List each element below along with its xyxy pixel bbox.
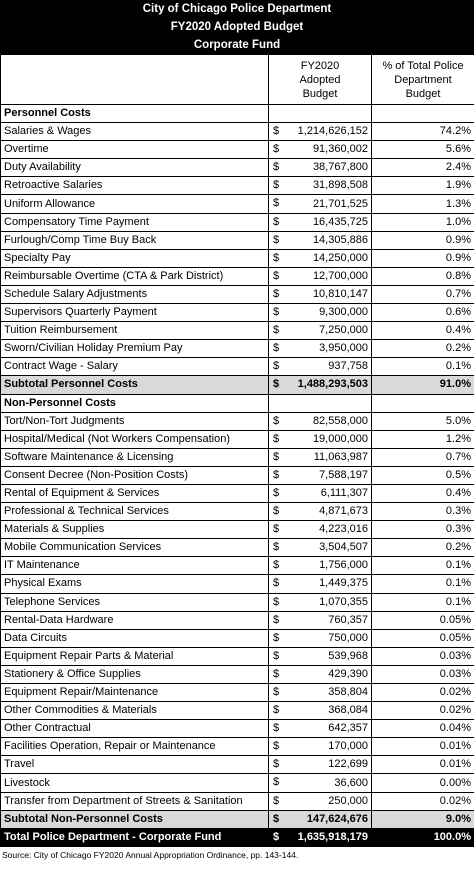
amount-cell [269,358,372,376]
percent-cell: 0.01% [372,738,474,756]
table-row [1,629,474,647]
amount-value: 3,950,000 [319,342,368,355]
table-row [1,466,474,484]
dollar-sign: $ [273,215,280,228]
row-label: Other Commodities & Materials [1,702,269,720]
amount-cell [269,412,372,430]
percent-cell: 0.4% [372,484,474,502]
amount-cell [269,792,372,810]
row-label: Subtotal Non-Personnel Costs [1,810,269,828]
dollar-sign: $ [273,830,280,843]
row-label: Supervisors Quarterly Payment [1,304,269,322]
amount-value: 4,223,016 [319,523,368,536]
row-label: Facilities Operation, Repair or Maintenance [1,738,269,756]
row-label: Other Contractual [1,720,269,738]
percent-cell: 0.1% [372,557,474,575]
amount-value: 1,449,375 [319,577,368,590]
percent-cell: 100.0% [372,828,474,846]
amount-value: 11,063,987 [313,450,368,463]
dollar-sign: $ [273,541,280,554]
table-row [1,792,474,810]
dollar-sign: $ [273,686,280,698]
row-label: Salaries & Wages [1,123,269,141]
percent-cell: 0.6% [372,304,474,322]
table-row [1,521,474,539]
percent-cell: 74.2% [372,123,474,141]
amount-value: 14,250,000 [312,251,368,264]
percent-cell: 2.4% [372,159,474,177]
dollar-sign: $ [273,812,280,825]
percent-cell: 0.3% [372,503,474,521]
amount-cell [269,521,372,539]
percent-cell: 5.6% [372,141,474,159]
amount-value: 12,700,000 [312,269,368,282]
dollar-sign: $ [273,269,280,282]
percent-cell: 0.01% [372,756,474,774]
table-row [1,159,474,177]
dollar-sign: $ [273,324,280,337]
dollar-sign: $ [273,197,280,210]
percent-cell: 0.1% [372,575,474,593]
table-row [1,430,474,448]
amount-cell [269,593,372,611]
amount-value: 429,390 [328,667,368,680]
percent-cell: 0.03% [372,665,474,683]
table-row [1,267,474,285]
table-row [1,503,474,521]
dollar-sign: $ [273,450,280,463]
row-label: Subtotal Personnel Costs [1,376,269,394]
budget-table [0,54,474,847]
amount-cell [269,647,372,665]
row-label: Retroactive Salaries [1,177,269,195]
empty-cell [372,105,474,123]
amount-cell [269,539,372,557]
table-row [1,720,474,738]
amount-value: 82,558,000 [312,414,368,427]
dollar-sign: $ [273,378,280,391]
amount-cell [269,774,372,792]
dollar-sign: $ [273,794,280,807]
percent-cell: 0.5% [372,466,474,484]
table-row [1,756,474,774]
section-header-row [1,394,474,412]
amount-value: 250,000 [328,794,368,807]
percent-cell: 0.8% [372,267,474,285]
amount-value: 19,000,000 [312,432,368,445]
row-label: Compensatory Time Payment [1,213,269,231]
percent-cell: 91.0% [372,376,474,394]
percent-cell: 0.4% [372,322,474,340]
percent-cell: 0.9% [372,231,474,249]
dollar-sign: $ [273,360,280,373]
dollar-sign: $ [273,287,280,300]
amount-value: 14,305,886 [312,233,368,246]
header-row [1,55,474,105]
dollar-sign: $ [273,306,280,319]
amount-cell [269,123,372,141]
table-row [1,647,474,665]
row-label: Stationery & Office Supplies [1,665,269,683]
dollar-sign: $ [273,667,280,680]
row-label: Duty Availability [1,159,269,177]
dollar-sign: $ [273,468,280,481]
table-row [1,213,474,231]
row-label: Tort/Non-Tort Judgments [1,412,269,430]
amount-value: 937,758 [328,360,368,373]
row-label: Materials & Supplies [1,521,269,539]
amount-value: 21,701,525 [312,197,368,210]
row-label: Reimbursable Overtime (CTA & Park District) [1,267,269,285]
amount-value: 170,000 [328,740,368,753]
row-label: Equipment Repair/Maintenance [1,684,269,702]
amount-cell [269,720,372,738]
amount-cell [269,503,372,521]
percent-cell: 0.7% [372,448,474,466]
percent-cell: 0.05% [372,611,474,629]
table-row [1,123,474,141]
table-row [1,340,474,358]
amount-value: 122,699 [328,758,368,771]
total-row [1,828,474,846]
dollar-sign: $ [273,722,280,735]
table-row [1,665,474,683]
amount-value: 760,357 [328,613,368,626]
table-row [1,285,474,303]
percent-cell: 0.3% [372,521,474,539]
amount-cell [269,466,372,484]
amount-value: 368,084 [328,704,368,717]
subtotal-row [1,810,474,828]
amount-value: 3,504,507 [319,541,368,554]
table-row [1,177,474,195]
table-row [1,611,474,629]
row-label: Mobile Communication Services [1,539,269,557]
amount-cell [269,249,372,267]
amount-cell [269,141,372,159]
percent-cell: 0.00% [372,774,474,792]
table-row [1,557,474,575]
amount-value: 7,250,000 [319,324,368,337]
dollar-sign: $ [273,143,280,156]
amount-cell [269,665,372,683]
amount-cell [269,828,372,846]
subtotal-row [1,376,474,394]
table-row [1,322,474,340]
row-label: Sworn/Civilian Holiday Premium Pay [1,340,269,358]
dollar-sign: $ [273,595,280,608]
row-label: Hospital/Medical (Not Workers Compensation) [1,430,269,448]
source-note: Source: City of Chicago FY2020 Annual Appropriation Ordinance, pp. 143-144. [2,849,299,860]
empty-cell [269,105,372,123]
percent-cell: 1.0% [372,213,474,231]
percent-cell: 0.1% [372,358,474,376]
dollar-sign: $ [273,631,280,644]
header-percent-col: % of Total Police Department Budget [372,55,474,105]
title-line-1: City of Chicago Police Department [142,3,332,15]
table-row [1,195,474,213]
table-row [1,774,474,792]
amount-cell [269,684,372,702]
amount-cell [269,159,372,177]
amount-value: 4,871,673 [319,505,368,518]
row-label: Travel [1,756,269,774]
amount-value: 36,600 [334,776,368,789]
row-label: Contract Wage - Salary [1,358,269,376]
table-row [1,702,474,720]
amount-cell [269,810,372,828]
empty-cell [269,394,372,412]
dollar-sign: $ [273,414,280,427]
title-line-2: FY2020 Adopted Budget [170,21,304,33]
amount-value: 750,000 [328,631,368,644]
table-row [1,484,474,502]
dollar-sign: $ [273,233,280,246]
table-row [1,412,474,430]
amount-cell [269,629,372,647]
dollar-sign: $ [273,559,280,572]
row-label: Transfer from Department of Streets & Sanitation [1,792,269,810]
amount-cell [269,285,372,303]
percent-cell: 1.9% [372,177,474,195]
percent-cell: 0.05% [372,629,474,647]
dollar-sign: $ [273,432,280,445]
percent-cell: 0.04% [372,720,474,738]
amount-cell [269,231,372,249]
amount-value: 1,635,918,179 [297,830,368,843]
percent-cell: 0.03% [372,647,474,665]
section-label: Personnel Costs [1,105,269,123]
amount-value: 9,300,000 [319,306,368,319]
table-row [1,738,474,756]
percent-cell: 5.0% [372,412,474,430]
dollar-sign: $ [273,125,280,138]
percent-cell: 0.02% [372,792,474,810]
row-label: Uniform Allowance [1,195,269,213]
row-label: Telephone Services [1,593,269,611]
dollar-sign: $ [273,342,280,355]
percent-cell: 1.3% [372,195,474,213]
percent-cell: 0.2% [372,539,474,557]
row-label: IT Maintenance [1,557,269,575]
amount-value: 642,357 [328,722,368,735]
amount-cell [269,702,372,720]
amount-value: 1,214,626,152 [297,125,368,138]
table-row [1,358,474,376]
dollar-sign: $ [273,740,280,753]
amount-cell [269,484,372,502]
table-row [1,593,474,611]
percent-cell: 0.7% [372,285,474,303]
amount-cell [269,430,372,448]
table-row [1,304,474,322]
header-label-col [1,55,269,105]
amount-cell [269,557,372,575]
dollar-sign: $ [273,179,280,192]
percent-cell: 0.1% [372,593,474,611]
row-label: Overtime [1,141,269,159]
dollar-sign: $ [273,505,280,518]
title-block [0,0,474,54]
row-label: Livestock [1,774,269,792]
amount-cell [269,376,372,394]
amount-cell [269,322,372,340]
percent-cell: 0.9% [372,249,474,267]
dollar-sign: $ [273,776,280,789]
dollar-sign: $ [273,704,280,717]
table-row [1,231,474,249]
row-label: Software Maintenance & Licensing [1,448,269,466]
table-row [1,448,474,466]
percent-cell: 1.2% [372,430,474,448]
table-row [1,249,474,267]
dollar-sign: $ [273,251,280,264]
amount-cell [269,304,372,322]
row-label: Physical Exams [1,575,269,593]
amount-value: 31,898,508 [312,179,368,192]
table-row [1,539,474,557]
dollar-sign: $ [273,486,280,499]
amount-value: 539,968 [328,649,368,662]
title-line-3: Corporate Fund [193,39,281,51]
amount-value: 10,810,147 [312,287,368,300]
amount-value: 38,767,800 [312,161,368,174]
section-label: Non-Personnel Costs [1,394,269,412]
amount-value: 6,111,307 [320,487,368,500]
row-label: Data Circuits [1,629,269,647]
amount-cell [269,195,372,213]
amount-value: 1,756,000 [319,559,368,572]
amount-cell [269,448,372,466]
dollar-sign: $ [273,161,280,174]
table-row [1,575,474,593]
dollar-sign: $ [273,649,280,662]
dollar-sign: $ [273,523,280,536]
amount-value: 7,588,197 [319,468,368,481]
amount-cell [269,340,372,358]
row-label: Consent Decree (Non-Position Costs) [1,466,269,484]
dollar-sign: $ [273,613,280,626]
amount-cell [269,611,372,629]
amount-value: 16,435,725 [312,215,368,228]
section-header-row [1,105,474,123]
amount-value: 1,070,355 [319,595,368,608]
amount-value: 147,624,676 [306,812,368,825]
percent-cell: 0.02% [372,702,474,720]
table-body [1,105,474,847]
row-label: Total Police Department - Corporate Fund [1,828,269,846]
amount-cell [269,738,372,756]
amount-cell [269,213,372,231]
table-row [1,141,474,159]
row-label: Rental of Equipment & Services [1,484,269,502]
amount-cell [269,177,372,195]
amount-value: 358,804 [328,686,368,699]
empty-cell [372,394,474,412]
amount-cell [269,756,372,774]
row-label: Rental-Data Hardware [1,611,269,629]
row-label: Professional & Technical Services [1,503,269,521]
table-row [1,684,474,702]
dollar-sign: $ [273,758,280,771]
percent-cell: 0.02% [372,684,474,702]
row-label: Tuition Reimbursement [1,322,269,340]
percent-cell: 0.2% [372,340,474,358]
header-budget-col: FY2020 Adopted Budget [269,55,372,105]
row-label: Specialty Pay [1,249,269,267]
percent-cell: 9.0% [372,810,474,828]
amount-value: 1,488,293,503 [297,378,368,391]
row-label: Equipment Repair Parts & Material [1,647,269,665]
row-label: Furlough/Comp Time Buy Back [1,231,269,249]
row-label: Schedule Salary Adjustments [1,285,269,303]
amount-value: 91,360,002 [312,143,368,156]
amount-cell [269,575,372,593]
dollar-sign: $ [273,577,280,590]
amount-cell [269,267,372,285]
